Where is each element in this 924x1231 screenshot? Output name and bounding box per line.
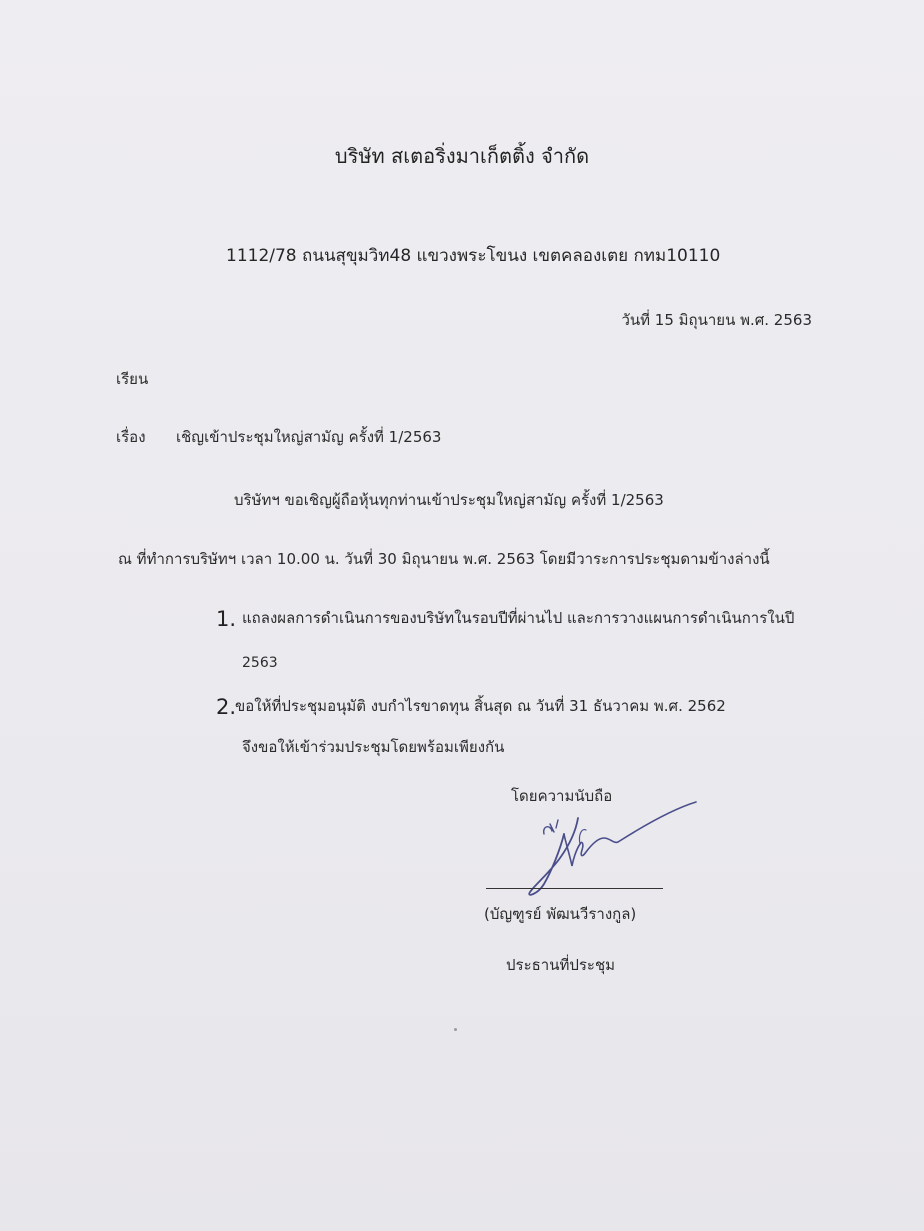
company-name: บริษัท สเตอริ่งมาเก็ตติ้ง จำกัด	[334, 144, 590, 168]
agenda-item-1-number: 1.	[216, 607, 237, 631]
body-paragraph-line-1: บริษัทฯ ขอเชิญผู้ถือหุ้นทุกท่านเข้าประชุมใหญ่สามัญ ครั้งที่ 1/2563	[234, 491, 664, 509]
subject-label: เรื่อง	[116, 428, 146, 446]
signature-line	[486, 888, 663, 889]
regards: โดยความนับถือ	[511, 787, 613, 805]
salutation: เรียน	[116, 370, 149, 388]
agenda-item-2-number: 2.	[216, 695, 237, 719]
company-address: 1112/78 ถนนสุขุมวิท48 แขวงพระโขนง เขตคลองเตย กทม10110	[226, 246, 721, 266]
letter-date: วันที่ 15 มิถุนายน พ.ศ. 2563	[621, 311, 812, 329]
paper-speck	[454, 1028, 457, 1031]
agenda-item-2-text: ขอให้ที่ประชุมอนุมัติ งบกำไรขาดทุน สิ้นสุด ณ วันที่ 31 ธันวาคม พ.ศ. 2562	[235, 697, 726, 715]
signer-name: (บัญฑูรย์ พัฒนวีรางกูล)	[484, 905, 637, 923]
agenda-item-1-text: แถลงผลการดำเนินการของบริษัทในรอบปีที่ผ่านไป และการวางแผนการดำเนินการในปี	[242, 609, 795, 627]
subject-text: เชิญเข้าประชุมใหญ่สามัญ ครั้งที่ 1/2563	[176, 428, 442, 446]
signer-title: ประธานที่ประชุม	[506, 956, 616, 974]
agenda-item-1-continuation: 2563	[242, 655, 278, 671]
body-paragraph-line-2: ณ ที่ทำการบริษัทฯ เวลา 10.00 น. วันที่ 30 มิถุนายน พ.ศ. 2563 โดยมีวาระการประชุมดามข้างล่างนี้	[118, 550, 770, 568]
closing-line: จึงขอให้เข้าร่วมประชุมโดยพร้อมเพียงกัน	[242, 738, 505, 756]
signature-image	[520, 798, 700, 902]
